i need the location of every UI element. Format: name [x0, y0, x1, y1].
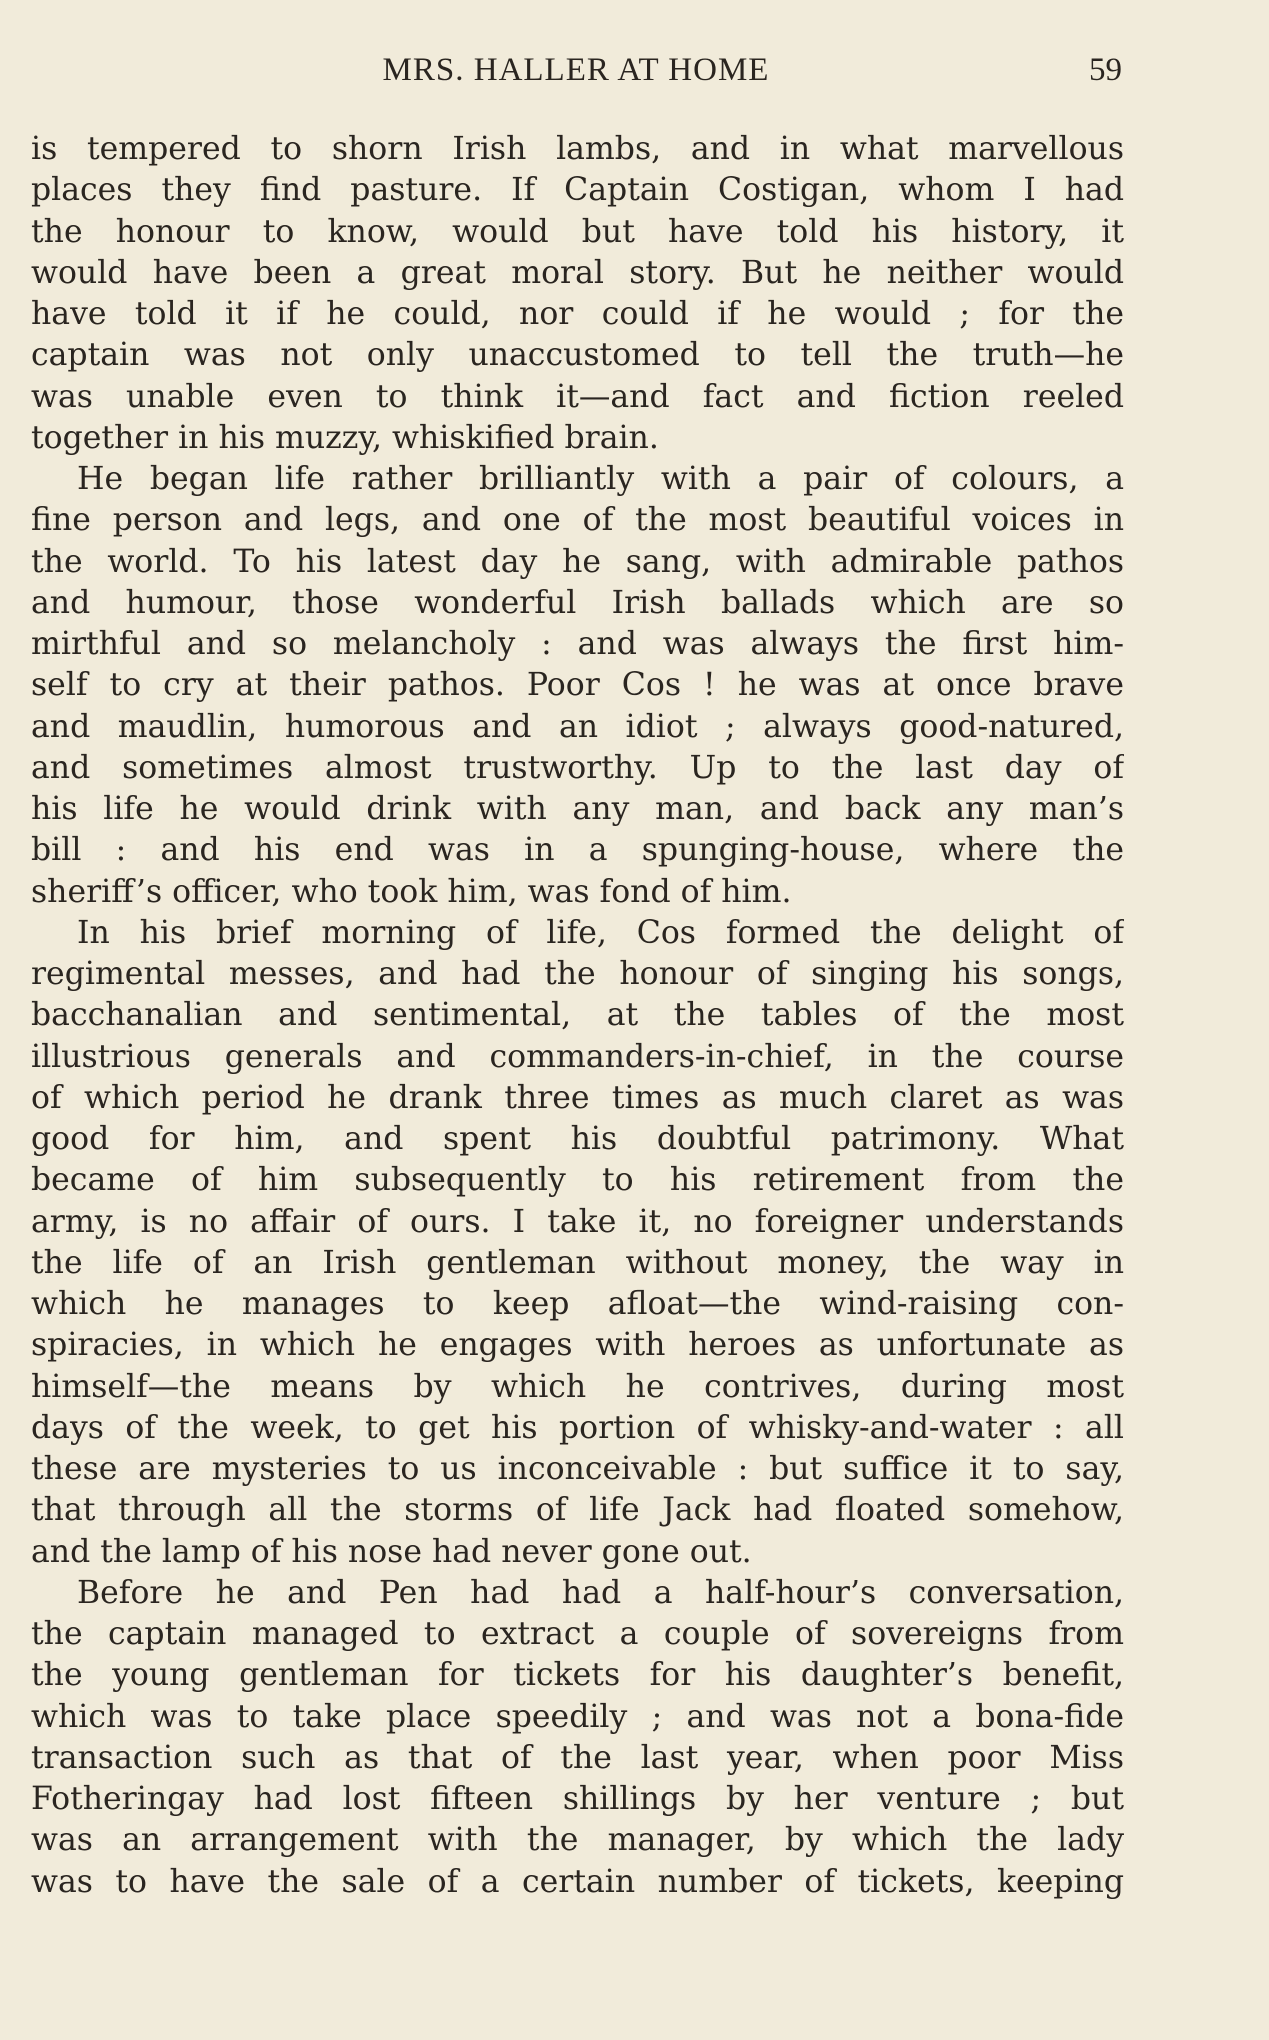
- text-line: have told it if he could, nor could if he would ; for the: [31, 296, 1124, 332]
- text-line: became of him subsequently to his retirement from the: [31, 1162, 1124, 1199]
- text-line: mirthful and so melancholy : and was always the first him-: [31, 626, 1124, 662]
- text-line: his life he would drink with any man, and back any man’s: [31, 791, 1124, 827]
- text-line: He began life rather brilliantly with a pair of colours, a: [77, 461, 1124, 497]
- text-line: sheriff’s officer, who took him, was fond of him.: [31, 873, 792, 910]
- text-line: of which period he drank three times as much claret as was: [31, 1079, 1124, 1116]
- text-line: regimental messes, and had the honour of singing his songs,: [31, 956, 1124, 992]
- text-line: and maudlin, humorous and an idiot ; always good-natured,: [31, 708, 1124, 745]
- page-number: 59: [1089, 52, 1122, 88]
- text-line: the captain managed to extract a couple of sovereigns from: [31, 1616, 1124, 1652]
- text-line: captain was not only unaccustomed to tell the truth—he: [31, 337, 1124, 374]
- text-line: was to have the sale of a certain number of tickets, keeping: [31, 1863, 1124, 1900]
- text-line: bacchanalian and sentimental, at the tables of the most: [31, 997, 1124, 1034]
- text-line: and the lamp of his nose had never gone out.: [31, 1533, 752, 1570]
- text-line: places they find pasture. If Captain Costigan, whom I had: [31, 172, 1124, 209]
- text-line: and humour, those wonderful Irish ballads which are so: [31, 584, 1124, 621]
- text-line: fine person and legs, and one of the most beautiful voices in: [31, 502, 1124, 539]
- text-line: Fotheringay had lost fifteen shillings by her venture ; but: [31, 1781, 1124, 1817]
- text-line: is tempered to shorn Irish lambs, and in what marvellous: [31, 131, 1124, 167]
- text-line: these are mysteries to us inconceivable : but suffice it to say,: [31, 1451, 1124, 1487]
- text-line: which he manages to keep afloat—the wind-raising con-: [31, 1286, 1124, 1322]
- text-line: bill : and his end was in a spunging-house, where the: [31, 832, 1124, 869]
- text-line: illustrious generals and commanders-in-chief, in the course: [31, 1038, 1124, 1075]
- text-line: spiracies, in which he engages with heroes as unfortunate as: [31, 1327, 1124, 1364]
- text-line: days of the week, to get his portion of whisky-and-water : all: [31, 1409, 1124, 1446]
- text-line: was an arrangement with the manager, by which the lady: [31, 1822, 1124, 1859]
- text-line: transaction such as that of the last year, when poor Miss: [31, 1739, 1124, 1776]
- page-header: [30, 52, 1122, 96]
- text-line: and sometimes almost trustworthy. Up to the last day of: [31, 749, 1124, 786]
- text-line: army, is no affair of ours. I take it, no foreigner understands: [31, 1203, 1124, 1240]
- text-line: the world. To his latest day he sang, with admirable pathos: [31, 543, 1124, 580]
- body-text: [31, 129, 1124, 1903]
- text-line: good for him, and spent his doubtful patrimony. What: [31, 1121, 1124, 1157]
- text-line: was unable even to think it—and fact and fiction reeled: [31, 378, 1124, 415]
- text-line: himself—the means by which he contrives, during most: [31, 1368, 1124, 1405]
- text-line: self to cry at their pathos. Poor Cos ! he was at once brave: [31, 667, 1124, 704]
- text-line: the life of an Irish gentleman without money, the way in: [31, 1244, 1124, 1281]
- text-line: Before he and Pen had had a half-hour’s conversation,: [77, 1574, 1124, 1611]
- text-line: together in his muzzy, whiskified brain.: [31, 419, 659, 456]
- text-line: the young gentleman for tickets for his daughter’s benefit,: [31, 1657, 1124, 1694]
- text-line: that through all the storms of life Jack had floated somehow,: [31, 1492, 1124, 1529]
- text-line: In his brief morning of life, Cos formed the delight of: [77, 914, 1124, 951]
- running-head: MRS. HALLER AT HOME: [382, 52, 770, 88]
- text-line: would have been a great moral story. But he neither would: [31, 254, 1124, 291]
- text-line: the honour to know, would but have told his history, it: [31, 213, 1124, 250]
- text-line: which was to take place speedily ; and was not a bona-fide: [31, 1698, 1124, 1735]
